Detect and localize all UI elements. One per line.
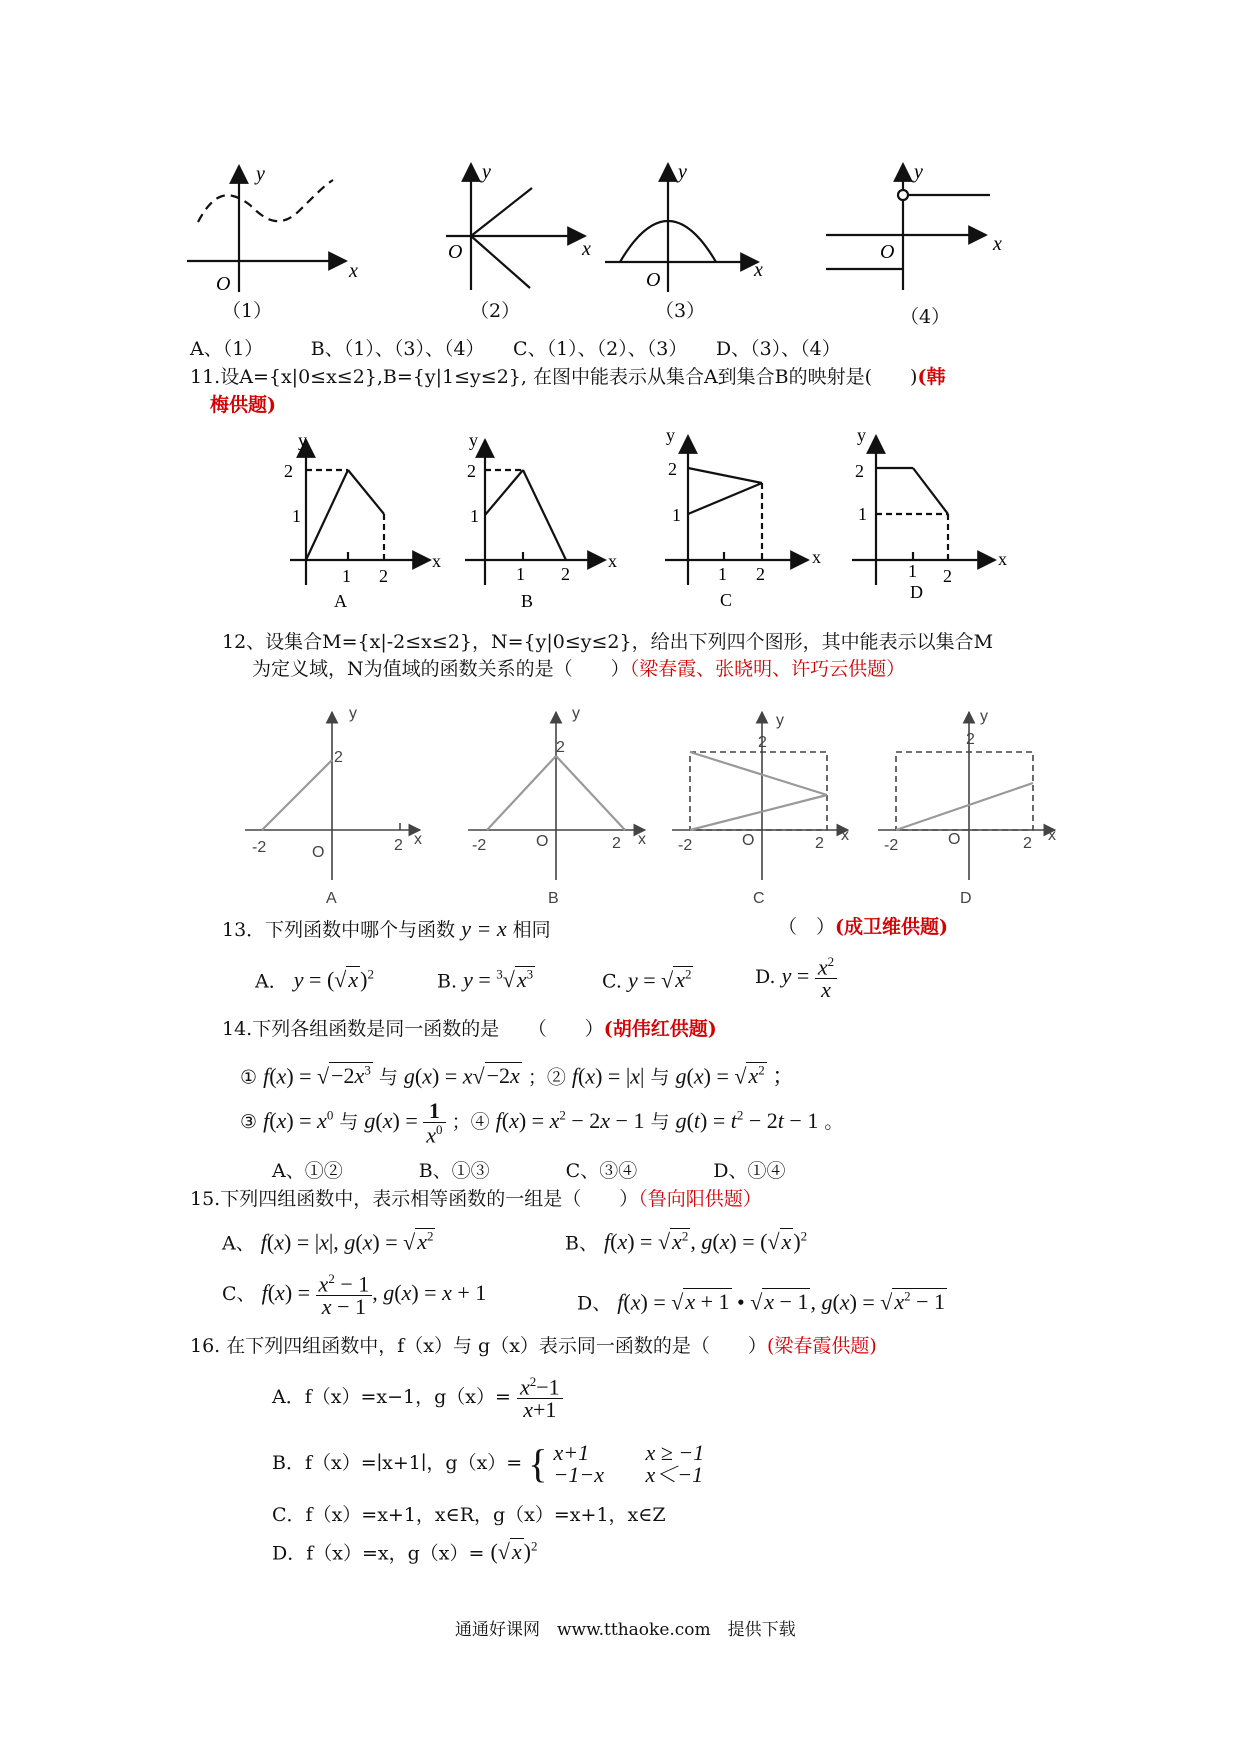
q11-a-xtick-2: 2 [379,566,388,586]
q12-c-tick-p2: 2 [815,835,824,852]
q11-a-y: y [298,430,307,450]
q11-d-tick-1: 1 [858,504,867,524]
q13-option-c-math: $y = √x^2$ [627,967,692,993]
q12-d-tick-p2: 2 [1023,835,1032,852]
q14-item-3-mark: ③ [240,1111,258,1134]
q13-option-c [602,968,693,991]
q13-option-a-math: $y = (√x)^2$ [293,967,374,993]
q10-f2-o: O [448,241,463,263]
q15-stem-text: 15.下列四组函数中，表示相等函数的一组是（ ） [190,1188,639,1210]
q12-b-x: x [638,831,646,848]
q10-f4-x: x [993,233,1002,255]
q16-stem-b: f（x）与 g（x）表示同一函数的是（ ） [397,1335,767,1357]
q16-option-d-math: $(√x)^2$ [490,1539,538,1565]
q11-d-label: D [910,582,923,602]
q14-line-1 [240,1064,794,1087]
q16-credit: (梁春霞供题) [766,1335,877,1357]
q14-item-3-g: g(x) = $\frac{1}{x^0}$ [364,1108,445,1133]
q12-c-tick-2: 2 [758,734,767,751]
q11-b-tick-2: 2 [467,461,476,481]
q15-option-b-label: B、 [565,1232,598,1255]
q11-c-tick-1: 1 [672,505,681,525]
q12-d-x: x [1048,827,1056,844]
q13-stem-text: 13．下列函数中哪个与函数 [222,919,456,941]
q15-option-a-label: A、 [222,1232,255,1255]
q16-option-a-frac: $\frac{x^2-1}{x+1}$ [517,1375,563,1421]
q14-line-2 [240,1100,843,1146]
q14-item-3-f: $f(x) = x^0$ [263,1107,334,1134]
q10-f3-y: y [678,161,687,183]
q11-c-x: x [812,547,821,567]
q10-f1-o: O [216,273,231,295]
q14-options: A、①② B、①③ C、③④ D、①④ [272,1160,786,1182]
q14-item-1-g: g(x) = x√−2x [403,1063,520,1089]
q14-item-4-g: $g(t) = t^2 - 2t - 1$ [675,1107,819,1134]
q16-option-a [272,1375,563,1421]
q12-c-tick-n2: -2 [678,837,693,854]
q11-b-x: x [608,551,617,571]
q12-b-label: B [548,890,559,907]
q10-f3-o: O [646,269,661,291]
q11-c-xtick-1: 1 [718,564,727,584]
q13-option-b [437,968,535,991]
q14-item-1-and: 与 [378,1066,398,1089]
q11-d-xtick-1: 1 [908,561,917,581]
q14-item-1-mark: ① [240,1066,258,1089]
q12-b-o: O [536,833,549,850]
q11-c-xtick-2: 2 [756,564,765,584]
q16-case-1-cond: x ≥ −1 [645,1440,705,1465]
q11-d-tick-2: 2 [855,461,864,481]
q13-option-d [755,955,837,1001]
q14-item-2-g: $g(x) = √x^2$ ； [675,1063,795,1089]
q15-stem [190,1190,762,1209]
q13-option-c-label: C. [602,970,622,993]
q10-f3-x: x [754,259,763,281]
q12-d-label: D [960,890,972,907]
q12-d-tick-n2: -2 [884,837,899,854]
q16-option-a-text: A．f（x）=x−1，g（x）= [272,1386,511,1409]
q16-option-d-text: D．f（x）=x，g（x）= [272,1542,485,1565]
q16-stem [190,1337,877,1356]
q13-option-a [255,968,374,991]
q12-c-label: C [753,890,765,907]
q15-option-b-math: $f(x) = √x^2$, $g(x) = (√x)^2$ [604,1229,808,1255]
q15-option-a [222,1230,435,1253]
q15-option-a-math: f(x) = |x|, $g(x) = √x^2$ [260,1229,434,1255]
q13-stem-end: 相同 [512,919,551,941]
q13-option-a-label: A． [255,970,288,993]
q14-item-3-and: 与 [339,1111,359,1134]
q12-a-x: x [414,831,422,848]
q12-credit: （梁春霞、张晓明、许巧云供题） [629,658,906,680]
q12-d-o: O [948,831,961,848]
q12-graph-b [468,712,645,880]
q12-stem-1: 12、设集合M={x|-2≤x≤2}，N={y|0≤y≤2}，给出下列四个图形，其中能表示以集合M [222,631,994,653]
q11-a-tick-1: 1 [292,506,301,526]
q10-fig3-label: （3） [655,300,706,322]
q14-item-2-f: f(x) = |x| [571,1063,645,1089]
q16-case-2-expr: −1−x [553,1462,604,1487]
q11-credit-2: 梅供题) [210,394,276,416]
q15-option-d [577,1290,947,1313]
q11-credit-1: (韩 [917,366,946,388]
q14-item-4-mark: ；④ [451,1111,490,1134]
q14-credit: (胡伟红供题) [603,1018,717,1040]
q12-b-tick-n2: -2 [472,837,487,854]
q12-b-y: y [572,705,580,722]
q10-f4-o: O [880,241,895,263]
q12-a-y: y [349,705,357,722]
q16-stem-a: 16. 在下列四组函数中， [190,1335,398,1357]
q13-option-b-label: B. [437,970,458,993]
q12-b-tick-p2: 2 [612,835,621,852]
q12-a-label: A [326,890,337,907]
q15-option-d-label: D、 [577,1292,612,1315]
q11-stem-text: 11.设A={x|0≤x≤2},B={y|1≤y≤2}, 在图中能表示从集合A到集合B的映射是( ) [190,366,918,388]
q10-f4-y: y [914,161,923,183]
q10-f1-y: y [256,163,265,185]
q14-item-4-end: 。 [824,1111,844,1134]
q12-c-y: y [776,712,784,729]
q14-item-1-f: $f(x) = √-2x^3$ [263,1063,371,1089]
q16-option-b-cases [554,1442,705,1486]
q12-stem-2-text: 为定义域，N为值域的函数关系的是（ ） [252,658,630,680]
q10-fig4-label: （4） [900,306,951,328]
footer: 通通好课网 www.tthaoke.com 提供下载 [455,1620,796,1640]
q14-item-4-f: $f(x) = x^2 - 2x - 1$ [495,1107,645,1134]
q16-option-b [272,1442,704,1486]
q14-stem [222,1020,717,1039]
q13-option-d-label: D. [755,966,776,989]
q10-options: A、（1） B、（1）、（3）、（4） C、（1）、（2）、（3） D、（3）、（4） [190,338,841,360]
q12-d-tick-2: 2 [966,731,975,748]
q12-graph-a [245,712,420,880]
q12-a-o: O [312,844,325,861]
q14-item-2-and: 与 [650,1066,670,1089]
q15-credit: （鲁向阳供题） [638,1188,762,1210]
q11-b-xtick-2: 2 [561,564,570,584]
q11-c-y: y [666,425,675,445]
q15-option-b [565,1230,807,1253]
q15-option-c [222,1272,486,1318]
q14-item-2-mark: ；② [527,1066,566,1089]
q12-c-o: O [742,832,755,849]
q13-option-b-math: $y = ^3√x^3$ [463,967,534,993]
q13-paren-text: （ ） [778,916,836,938]
q11-b-y: y [469,430,478,450]
q16-option-d [272,1540,537,1563]
q11-a-label: A [334,591,347,611]
q10-f2-y: y [482,161,491,183]
q16-option-b-brace: { [528,1441,548,1486]
q12-a-tick-n2: -2 [252,839,267,856]
q13-paren [778,918,948,937]
q10-f2-x: x [582,238,591,260]
q11-b-tick-1: 1 [470,506,479,526]
q11-d-xtick-2: 2 [943,566,952,586]
q11-a-x: x [432,551,441,571]
q14-stem-text: 14.下列各组函数是同一函数的是 （ ） [222,1018,604,1040]
q11-c-label: C [720,590,733,610]
q11-d-y: y [857,425,866,445]
q13-stem [222,918,551,940]
q12-a-tick-2: 2 [334,749,343,766]
q13-credit: (成卫维供题) [835,916,948,938]
q12-b-tick-2: 2 [556,739,565,756]
q13-option-d-math: y = $\frac{x^2}{x}$ [782,963,837,988]
q15-option-d-math: f(x) = √x + 1 • √x − 1, $g(x) = √x^2 - 1$ [617,1289,946,1315]
q11-a-tick-2: 2 [284,461,293,481]
q11-a-xtick-1: 1 [342,566,351,586]
q11-b-label: B [521,591,534,611]
q11-c-tick-2: 2 [668,459,677,479]
q16-case-2-cond: x＜−1 [645,1462,704,1487]
q15-option-c-math: f(x) = $\frac{x^2 - 1}{x - 1}$ , g(x) = x + 1 [261,1271,487,1320]
q12-c-x: x [841,827,849,844]
q14-item-4-and: 与 [650,1111,670,1134]
q16-option-c: C．f（x）=x+1，x∈R，g（x）=x+1，x∈Z [272,1504,666,1526]
q12-a-tick-p2: 2 [394,837,403,854]
q11-d-x: x [998,549,1007,569]
q12-d-y: y [980,708,988,725]
q13-stem-math: y = x [461,916,507,941]
q10-fig2-label: （2） [470,300,521,322]
q11-b-xtick-1: 1 [516,564,525,584]
q16-case-1-expr: x+1 [553,1440,590,1465]
q10-fig1-label: （1） [222,300,273,322]
q16-option-b-text: B．f（x）=∣x+1∣，g（x）= [272,1452,523,1474]
q15-option-c-label: C、 [222,1283,256,1306]
q10-f1-x: x [349,260,358,282]
